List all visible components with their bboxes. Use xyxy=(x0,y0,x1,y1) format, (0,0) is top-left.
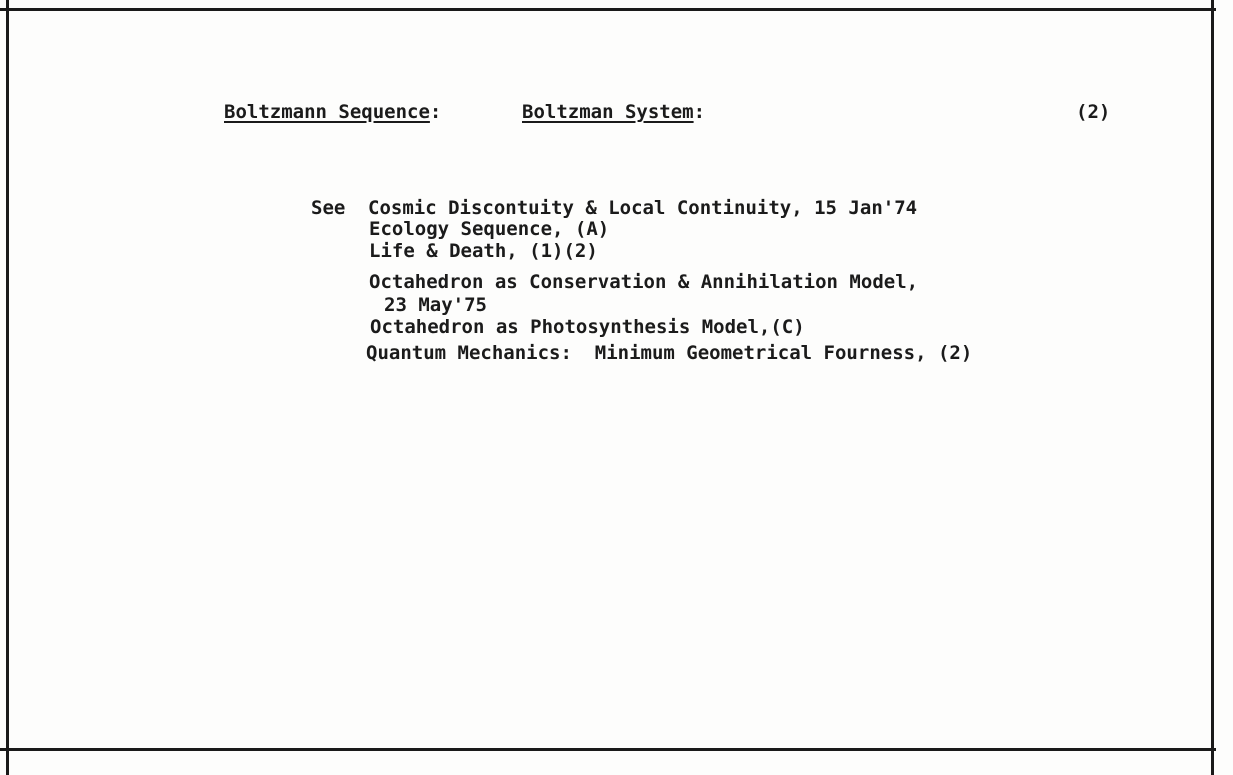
card-border-right xyxy=(1211,0,1214,775)
heading-separator: : xyxy=(693,101,706,123)
reference-item: Quantum Mechanics: Minimum Geometrical Fourness, (2) xyxy=(366,342,973,364)
card-border-left xyxy=(6,0,9,775)
heading-separator: : xyxy=(429,101,442,123)
reference-item: Cosmic Discontuity & Local Continuity, 15 Jan'74 xyxy=(368,197,918,219)
heading-title-boltzmann-sequence: Boltzmann Sequence xyxy=(224,101,430,123)
reference-item: Octahedron as Conservation & Annihilation Model, xyxy=(369,271,919,293)
reference-item: Life & Death, (1)(2) xyxy=(369,240,598,262)
reference-item: Ecology Sequence, (A) xyxy=(369,218,610,240)
card-heading-secondary xyxy=(522,103,705,122)
reference-item: Octahedron as Photosynthesis Model,(C) xyxy=(370,316,805,338)
heading-title-boltzman-system: Boltzman System xyxy=(522,101,694,123)
reference-item-continuation: 23 May'75 xyxy=(384,294,487,316)
card-border-bottom xyxy=(0,748,1216,751)
card-heading xyxy=(224,103,441,122)
card-border-top xyxy=(0,8,1216,11)
see-label: See xyxy=(311,197,346,219)
page-number: (2) xyxy=(1076,101,1111,123)
